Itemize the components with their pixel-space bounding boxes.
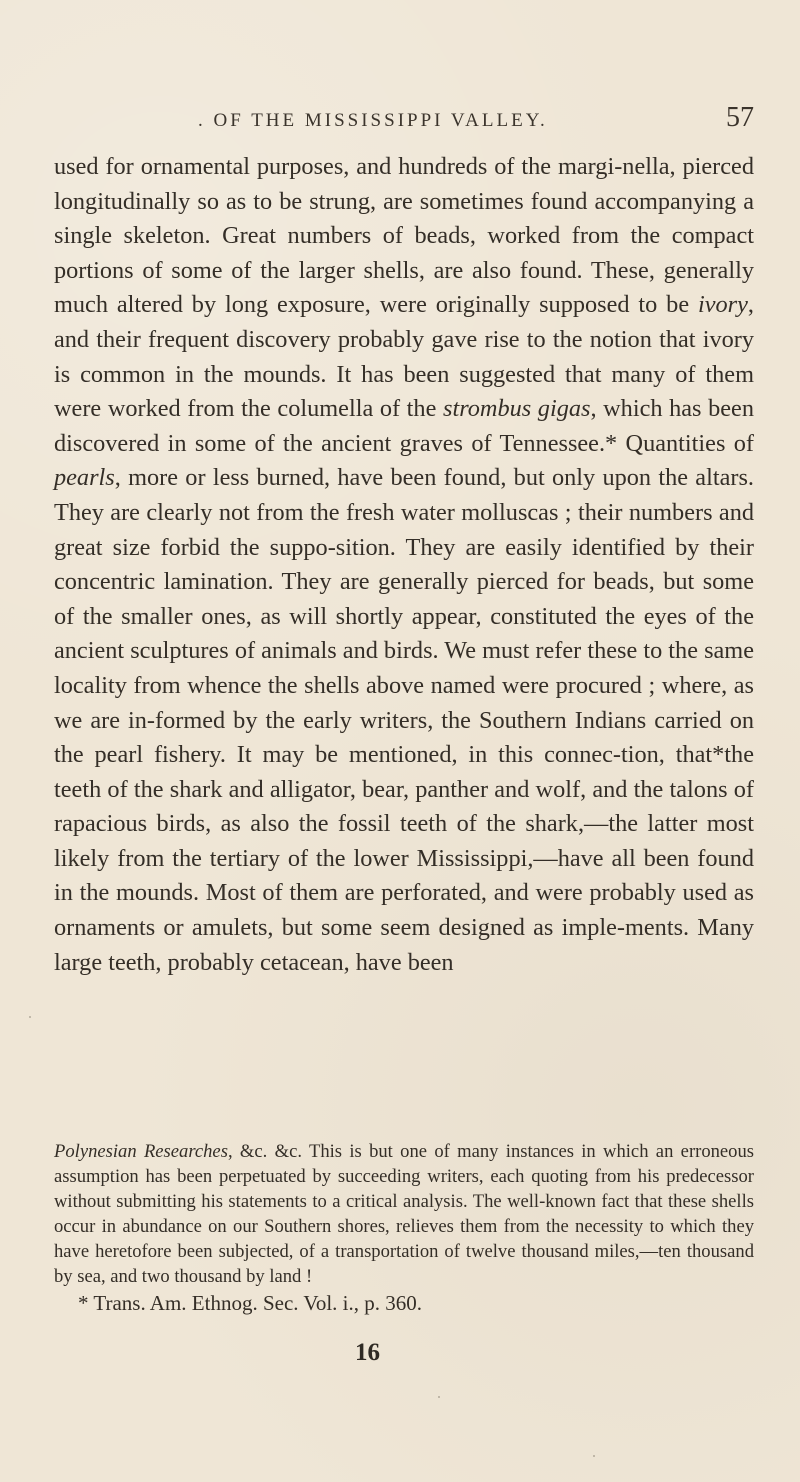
paper-speck	[29, 1016, 31, 1018]
continued-footnote	[54, 1139, 754, 1289]
main-text-segment-3: , which has been discovered in some of the ancient graves of Tennessee.* Quantities of	[54, 395, 754, 457]
main-text	[54, 150, 754, 980]
running-head: . OF THE MISSISSIPPI VALLEY.	[198, 110, 548, 131]
paper-speck	[438, 1396, 440, 1398]
footnote-italic-title: Polynesian Researches	[54, 1141, 228, 1162]
footnotes	[54, 1139, 754, 1317]
main-text-segment-2: , and their frequent discovery probably gave rise to the notion that ivory is common in the mounds. It has been suggested that many of them were worked from the columella of the	[54, 291, 754, 423]
page-number: 57	[726, 102, 754, 133]
italic-ivory: ivory	[697, 291, 748, 319]
paper-speck	[593, 1455, 595, 1457]
italic-pearls: pearls	[54, 464, 115, 492]
main-text-segment-1: used for ornamental purposes, and hundreds of the margi-nella, pierced longitudinally so as to be strung, are sometimes found accompanying a single skeleton. Great numbers of beads, worked from the compact portions of some of the larger shells, are also found. These, generally much altered by long exposure, were originally supposed to be	[54, 153, 754, 319]
signature-mark: 16	[355, 1339, 380, 1366]
star-footnote: * Trans. Am. Ethnog. Sec. Vol. i., p. 360.	[78, 1291, 423, 1315]
main-text-segment-4: , more or less burned, have been found, but only upon the altars. They are clearly not from the fresh water molluscas ; their numbers and great size forbid the suppo-sition. They are easily identified by their concentric lamination. They are generally pierced for beads, but some of the smaller ones, as will shortly appear, constituted the eyes of the ancient sculptures of animals and birds. We must refer these to the same locality from whence the shells above named were procured ; where, as we are in-formed by the early writers, the Southern Indians carried on the pearl fishery. It may be mentioned, in this connec-tion, that*the teeth of the shark and alligator, bear, panther and wolf, and the talons of rapacious birds, as also the fossil teeth of the shark,—the latter most likely from the tertiary of the lower Mississippi,—have all been found in the mounds. Most of them are perforated, and were probably used as ornaments or amulets, but some seem designed as imple-ments. Many large teeth, probably cetacean, have been	[54, 464, 754, 976]
italic-strombus-gigas: strombus gigas	[442, 395, 591, 423]
footnote-continued-text: , &c. &c. This is but one of many instances in which an erroneous assumption has been perpetuated by succeeding writers, each quoting from his predecessor without submitting his statements to a critical analysis. The well-known fact that these shells occur in abundance on our Southern shores, relieves them from the necessity to which they have heretofore been subjected, of a transportation of twelve thousand miles,—ten thousand by sea, and two thousand by land !	[54, 1141, 754, 1287]
